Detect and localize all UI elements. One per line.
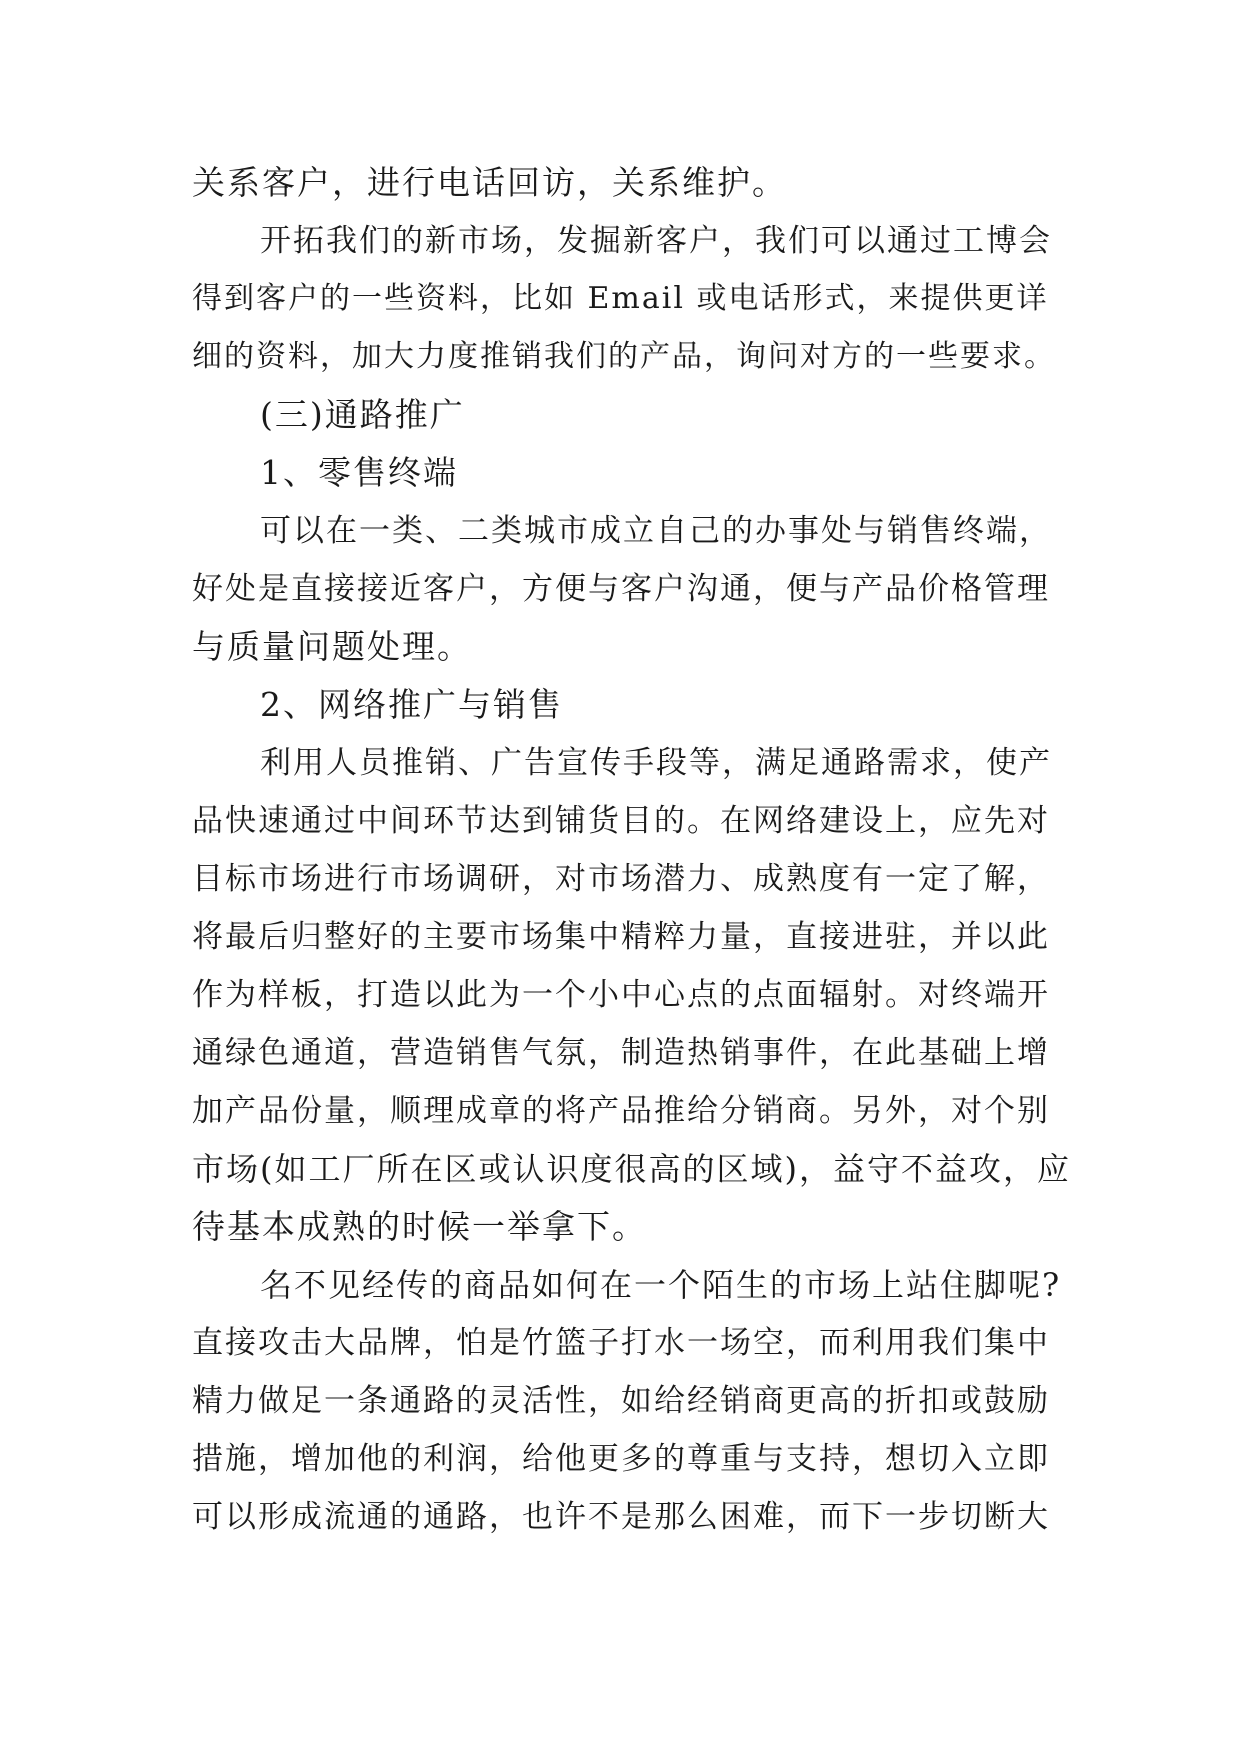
text-line: 精力做足一条通路的灵活性，如给经销商更高的折扣或鼓励: [192, 1383, 1050, 1419]
text-line: 关系客户，进行电话回访，关系维护。: [192, 163, 787, 202]
text-line: 开拓我们的新市场，发掘新客户，我们可以通过工博会: [260, 223, 1052, 259]
text-line: 可以在一类、二类城市成立自己的办事处与销售终端，: [260, 513, 1052, 549]
text-line: 市场(如工厂所在区或认识度很高的区域)，益守不益攻，应: [192, 1150, 1071, 1188]
text-line: 利用人员推销、广告宣传手段等，满足通路需求，使产: [260, 745, 1052, 781]
text-line: 可以形成流通的通路，也许不是那么困难，而下一步切断大: [192, 1499, 1050, 1535]
text-line: 与质量问题处理。: [192, 627, 472, 666]
text-line: 将最后归整好的主要市场集中精粹力量，直接进驻，并以此: [192, 919, 1050, 955]
text-line: 通绿色通道，营造销售气氛，制造热销事件，在此基础上增: [192, 1035, 1050, 1071]
text-line: 加产品份量，顺理成章的将产品推给分销商。另外，对个别: [192, 1093, 1050, 1129]
text-line: 2、网络推广与销售: [260, 685, 563, 724]
text-line: 措施，增加他的利润，给他更多的尊重与支持，想切入立即: [192, 1441, 1050, 1477]
text-line: 直接攻击大品牌，怕是竹篮子打水一场空，而利用我们集中: [192, 1325, 1050, 1361]
text-line: 名不见经传的商品如何在一个陌生的市场上站住脚呢?: [260, 1266, 1062, 1304]
text-line: 得到客户的一些资料，比如 Email 或电话形式，来提供更详: [192, 281, 1049, 316]
text-line: 作为样板，打造以此为一个小中心点的点面辐射。对终端开: [192, 977, 1050, 1013]
text-line: 细的资料，加大力度推销我们的产品，询问对方的一些要求。: [192, 339, 1056, 374]
text-line: 目标市场进行市场调研，对市场潜力、成熟度有一定了解，: [192, 861, 1050, 897]
text-line: 1、零售终端: [260, 453, 458, 492]
text-line: 品快速通过中间环节达到铺货目的。在网络建设上，应先对: [192, 803, 1050, 839]
text-line: 好处是直接接近客户，方便与客户沟通，便与产品价格管理: [192, 571, 1050, 607]
text-line: (三)通路推广: [260, 395, 465, 434]
body-text: [192, 154, 1072, 1546]
text-line: 待基本成熟的时候一举拿下。: [192, 1207, 647, 1246]
